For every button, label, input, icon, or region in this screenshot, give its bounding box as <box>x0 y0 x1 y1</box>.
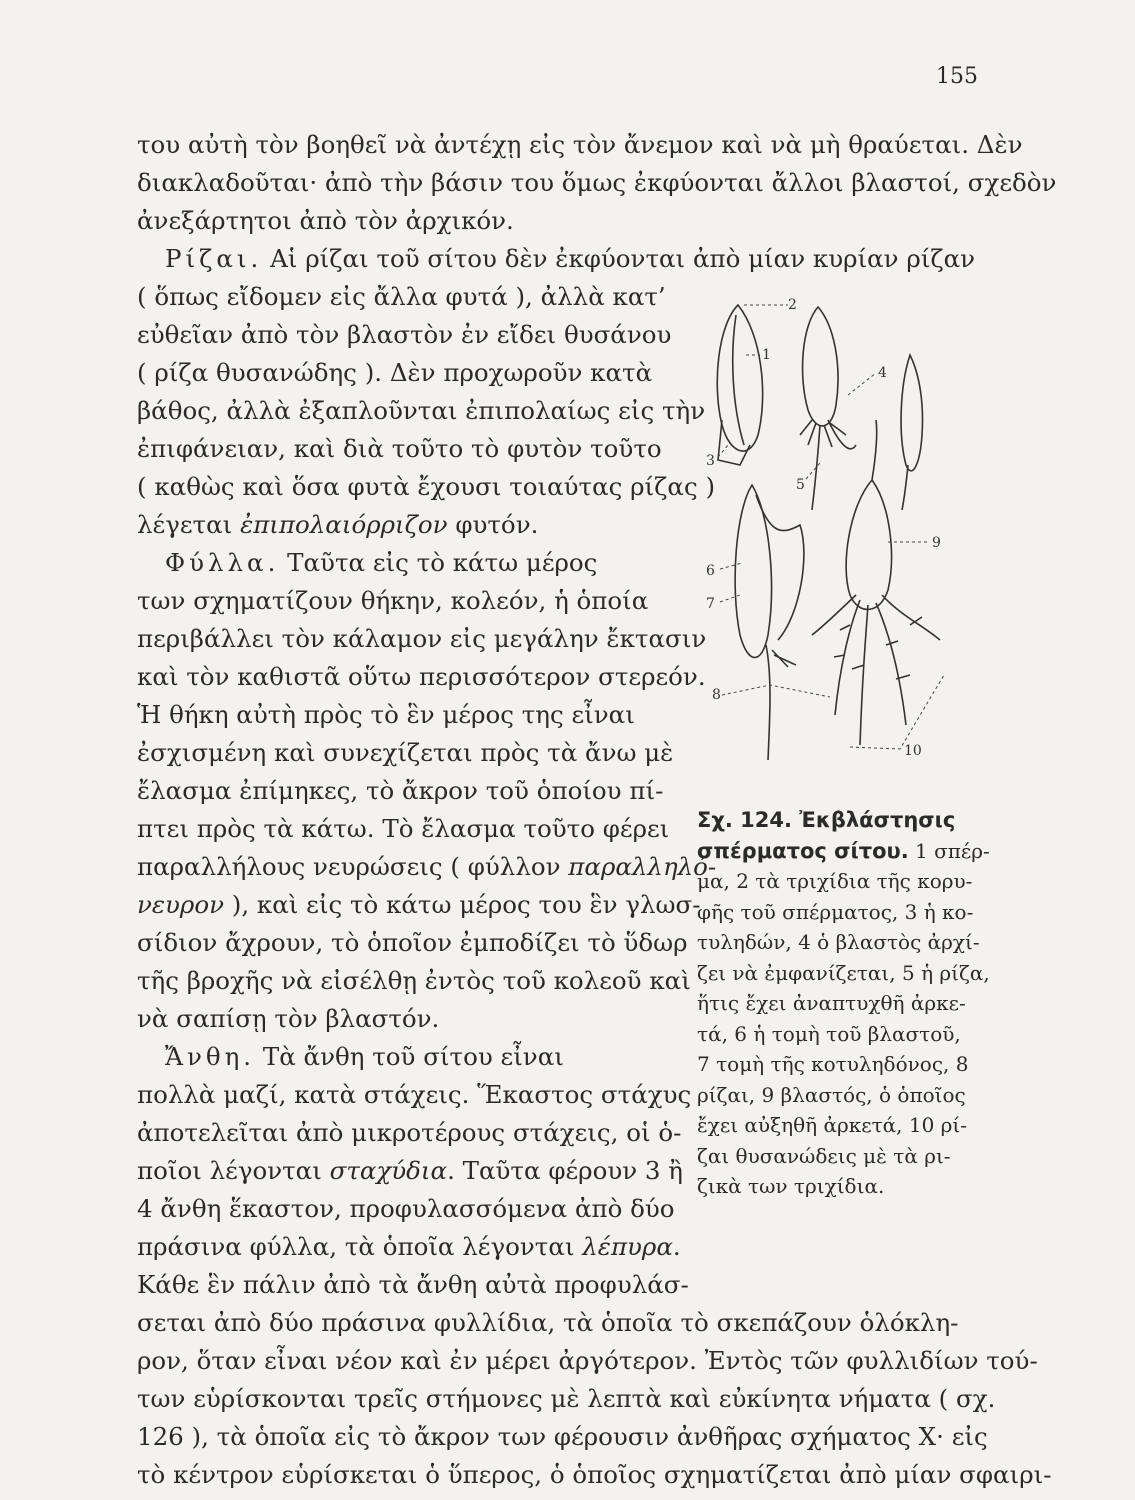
cut-seed-root <box>766 645 770 760</box>
text-line: Ἡ θήκη αὐτὴ πρὸς τὸ ἓν μέρος της εἶναι <box>137 700 635 729</box>
term-lepyra: λέπυρα <box>582 1232 673 1261</box>
text-line: των σχηματίζουν θήκην, κολεόν, ἡ ὁποία <box>137 586 649 615</box>
section-heading-leaves: Φύλλα. <box>165 548 280 577</box>
root-hairs <box>834 617 922 679</box>
text-span: Ταῦτα εἰς τὸ κάτω μέρος <box>279 548 598 577</box>
leader-line <box>848 373 876 395</box>
text-span: ), καὶ εἰς τὸ κάτω μέρος του ἓν γλωσ- <box>223 890 701 919</box>
text-line: ( ὅπως εἴδομεν εἰς ἄλλα φυτά ), ἀλλὰ κατ’ <box>137 282 666 311</box>
leader-line <box>806 463 820 479</box>
text-line: ἀνεξάρτητοι ἀπὸ τὸν ἀρχικόν. <box>137 206 514 235</box>
figure-label: 4 <box>878 365 887 381</box>
cut-seed-drawing <box>735 485 771 658</box>
wheat-germination-illustration <box>700 295 960 775</box>
page-number: 155 <box>936 64 978 89</box>
figure-label: 7 <box>706 596 715 612</box>
seed-groove <box>733 315 744 445</box>
text-line: των εὑρίσκονται τρεῖς στήμονες μὲ λεπτὰ καὶ εὐκίνητα νήματα ( σχ. <box>137 1384 996 1413</box>
figure-label: 10 <box>904 743 922 759</box>
tall-shoot-drawing <box>901 355 922 471</box>
text-line: περιβάλλει τὸν κάλαμον εἰς μεγάλην ἔκτασιν <box>137 624 707 653</box>
text-line: τῆς βροχῆς νὰ εἰσέλθῃ ἐντὸς τοῦ κολεοῦ καὶ <box>137 966 691 995</box>
leader-line <box>850 675 944 749</box>
figure-label: 8 <box>712 687 721 703</box>
cut-seed-rootlets <box>772 650 796 667</box>
tall-shoot-stem <box>902 465 908 510</box>
text-line: ἀποτελεῖται ἀπὸ μικροτέρους στάχεις, οἱ ὁ- <box>137 1118 682 1147</box>
text-span: 1 σπέρ- <box>908 838 990 863</box>
text-span: . <box>672 1232 681 1261</box>
text-line: πολλὰ μαζί, κατὰ στάχεις. Ἕκαστος στάχυς <box>137 1080 692 1109</box>
text-span: . Ταῦτα φέρουν 3 ἢ <box>447 1156 683 1185</box>
text-line: 4 ἄνθη ἕκαστον, προφυλασσόμενα ἀπὸ δύο <box>137 1194 675 1223</box>
sprout-root <box>812 425 820 510</box>
text-line: ἐπιφάνειαν, καὶ διὰ τοῦτο τὸ φυτὸν τοῦτο <box>137 434 662 463</box>
text-line: 126 ), τὰ ὁποῖα εἰς τὸ ἄκρον των φέρουσιν ἀνθῆρας σχήματος Χ· εἰς <box>137 1422 988 1451</box>
figure-label: 3 <box>706 453 715 469</box>
text-line: πτει πρὸς τὰ κάτω. Τὸ ἔλασμα τοῦτο φέρει <box>137 814 670 843</box>
flowers-paragraph-start <box>137 1038 685 1076</box>
text-line: ρον, ὅταν εἶναι νέον καὶ ἐν μέρει ἀργότερον. Ἐντὸς τῶν φυλλιδίων τού- <box>137 1346 1038 1375</box>
caption-line: ἥτις ἔχει ἀναπτυχθῆ ἀρκε- <box>697 991 966 1015</box>
text-line: βάθος, ἀλλὰ ἐξαπλοῦνται ἐπιπολαίως εἰς τὴν <box>137 396 706 425</box>
caption-line: 7 τομὴ τῆς κοτυληδόνος, 8 <box>697 1052 969 1076</box>
roots-paragraph-start <box>137 240 995 278</box>
text-span: Αἱ ρίζαι τοῦ σίτου δὲν ἐκφύονται ἀπὸ μίαν κυρίαν ρίζαν <box>262 244 976 273</box>
leaves-paragraph-start <box>137 544 685 582</box>
text-line: νὰ σαπίσῃ τὸν βλαστόν. <box>137 1004 440 1033</box>
text-span: ποῖοι λέγονται <box>137 1156 330 1185</box>
cut-seed-inner <box>756 495 804 640</box>
caption-line: ζει νὰ ἐμφανίζεται, 5 ἡ ρίζα, <box>697 960 990 985</box>
text-span: παραλλήλους νευρώσεις ( φύλλον <box>137 852 569 881</box>
text-line: εὐθεῖαν ἀπὸ τὸν βλαστὸν ἐν εἴδει θυσάνου <box>137 320 672 349</box>
seedling-shoot <box>872 420 877 480</box>
text-span: φυτόν. <box>447 510 539 539</box>
caption-line: ρίζαι, 9 βλαστός, ὁ ὁποῖος <box>697 1082 966 1107</box>
sprouting-seed-drawing <box>803 307 838 426</box>
figure-label: 9 <box>932 535 941 551</box>
text-line: Κάθε ἓν πάλιν ἀπὸ τὰ ἄνθη αὐτὰ προφυλάσ- <box>137 1270 689 1299</box>
text-line: διακλαδοῦται· ἀπὸ τὴν βάσιν του ὅμως ἐκφύονται ἄλλοι βλαστοί, σχεδὸν <box>137 168 1057 197</box>
caption-line: τά, 6 ἡ τομὴ τοῦ βλαστοῦ, <box>697 1021 961 1046</box>
caption-line: μα, 2 τὰ τριχίδια τῆς κορυ- <box>697 869 973 893</box>
leader-line <box>722 685 830 697</box>
text-line: σίδιον ἄχρουν, τὸ ὁποῖον ἐμποδίζει τὸ ὕδωρ <box>137 928 688 957</box>
text-span: λέγεται <box>137 510 241 539</box>
text-line: ( καθὼς καὶ ὅσα φυτὰ ἔχουσι τοιαύτας ρίζας ) <box>137 472 716 501</box>
text-line <box>137 1152 685 1190</box>
caption-line <box>697 836 997 867</box>
caption-line: ἔχει αὐξηθῆ ἀρκετά, 10 ρί- <box>697 1113 968 1137</box>
leader-line <box>720 595 740 602</box>
text-line: ἔλασμα ἐπίμηκες, τὸ ἄκρον τοῦ ὁποίου πί- <box>137 776 664 805</box>
caption-line: ζαι θυσανώδεις μὲ τὰ ρι- <box>697 1143 951 1168</box>
text-line <box>137 1228 685 1266</box>
text-line: σεται ἀπὸ δύο πράσινα φυλλίδια, τὰ ὁποῖα τὸ σκεπάζουν ὁλόκλη- <box>137 1308 959 1337</box>
caption-line: τυληδών, 4 ὁ βλαστὸς ἀρχί- <box>697 930 980 954</box>
seedling-drawing <box>846 480 891 609</box>
caption-line: ζικὰ των τριχίδια. <box>697 1174 885 1198</box>
text-line: ἐσχισμένη καὶ συνεχίζεται πρὸς τὰ ἄνω μὲ <box>137 738 674 767</box>
text-line: του αὐτὴ τὸν βοηθεῖ νὰ ἀντέχῃ εἰς τὸν ἄνεμον καὶ νὰ μὴ θραύεται. Δὲν <box>137 130 1023 159</box>
leader-line <box>720 563 742 569</box>
caption-title: Σχ. 124. Ἐκβλάστησις <box>697 808 956 832</box>
text-line <box>137 506 685 544</box>
figure-label: 6 <box>706 563 715 579</box>
term-stachydia: σταχύδια <box>329 1156 448 1185</box>
text-span: Τὰ ἄνθη τοῦ σίτου εἶναι <box>255 1042 564 1071</box>
text-line <box>137 848 717 886</box>
figure-caption <box>697 805 997 1202</box>
figure-label: 2 <box>788 297 797 313</box>
text-span: πράσινα φύλλα, τὰ ὁποῖα λέγονται <box>137 1232 583 1261</box>
term-parallilonevron: παραλληλό- <box>568 852 717 881</box>
text-line <box>137 886 701 924</box>
text-line: ( ρίζα θυσανώδης ). Δὲν προχωροῦν κατὰ <box>137 358 653 387</box>
section-heading-flowers: Ἄνθη. <box>165 1042 256 1071</box>
term-parallilonevron-cont: νευρον <box>137 890 224 919</box>
section-heading-roots: Ρίζαι. <box>165 244 263 273</box>
figure-label: 5 <box>796 477 805 493</box>
text-line: τὸ κέντρον εὑρίσκεται ὁ ὕπερος, ὁ ὁποῖος σχηματίζεται ἀπὸ μίαν σφαιρι- <box>137 1460 1052 1489</box>
figure-label: 1 <box>762 347 771 363</box>
caption-subtitle: σπέρματος σίτου. <box>697 838 909 863</box>
caption-line: φῆς τοῦ σπέρματος, 3 ἡ κο- <box>697 899 974 924</box>
hairs <box>800 420 846 447</box>
text-line: καὶ τὸν καθιστᾶ οὕτω περισσότερον στερεόν. <box>137 662 706 691</box>
term-epipolaiorrizon: ἐπιπολαιόρριζον <box>240 510 448 539</box>
